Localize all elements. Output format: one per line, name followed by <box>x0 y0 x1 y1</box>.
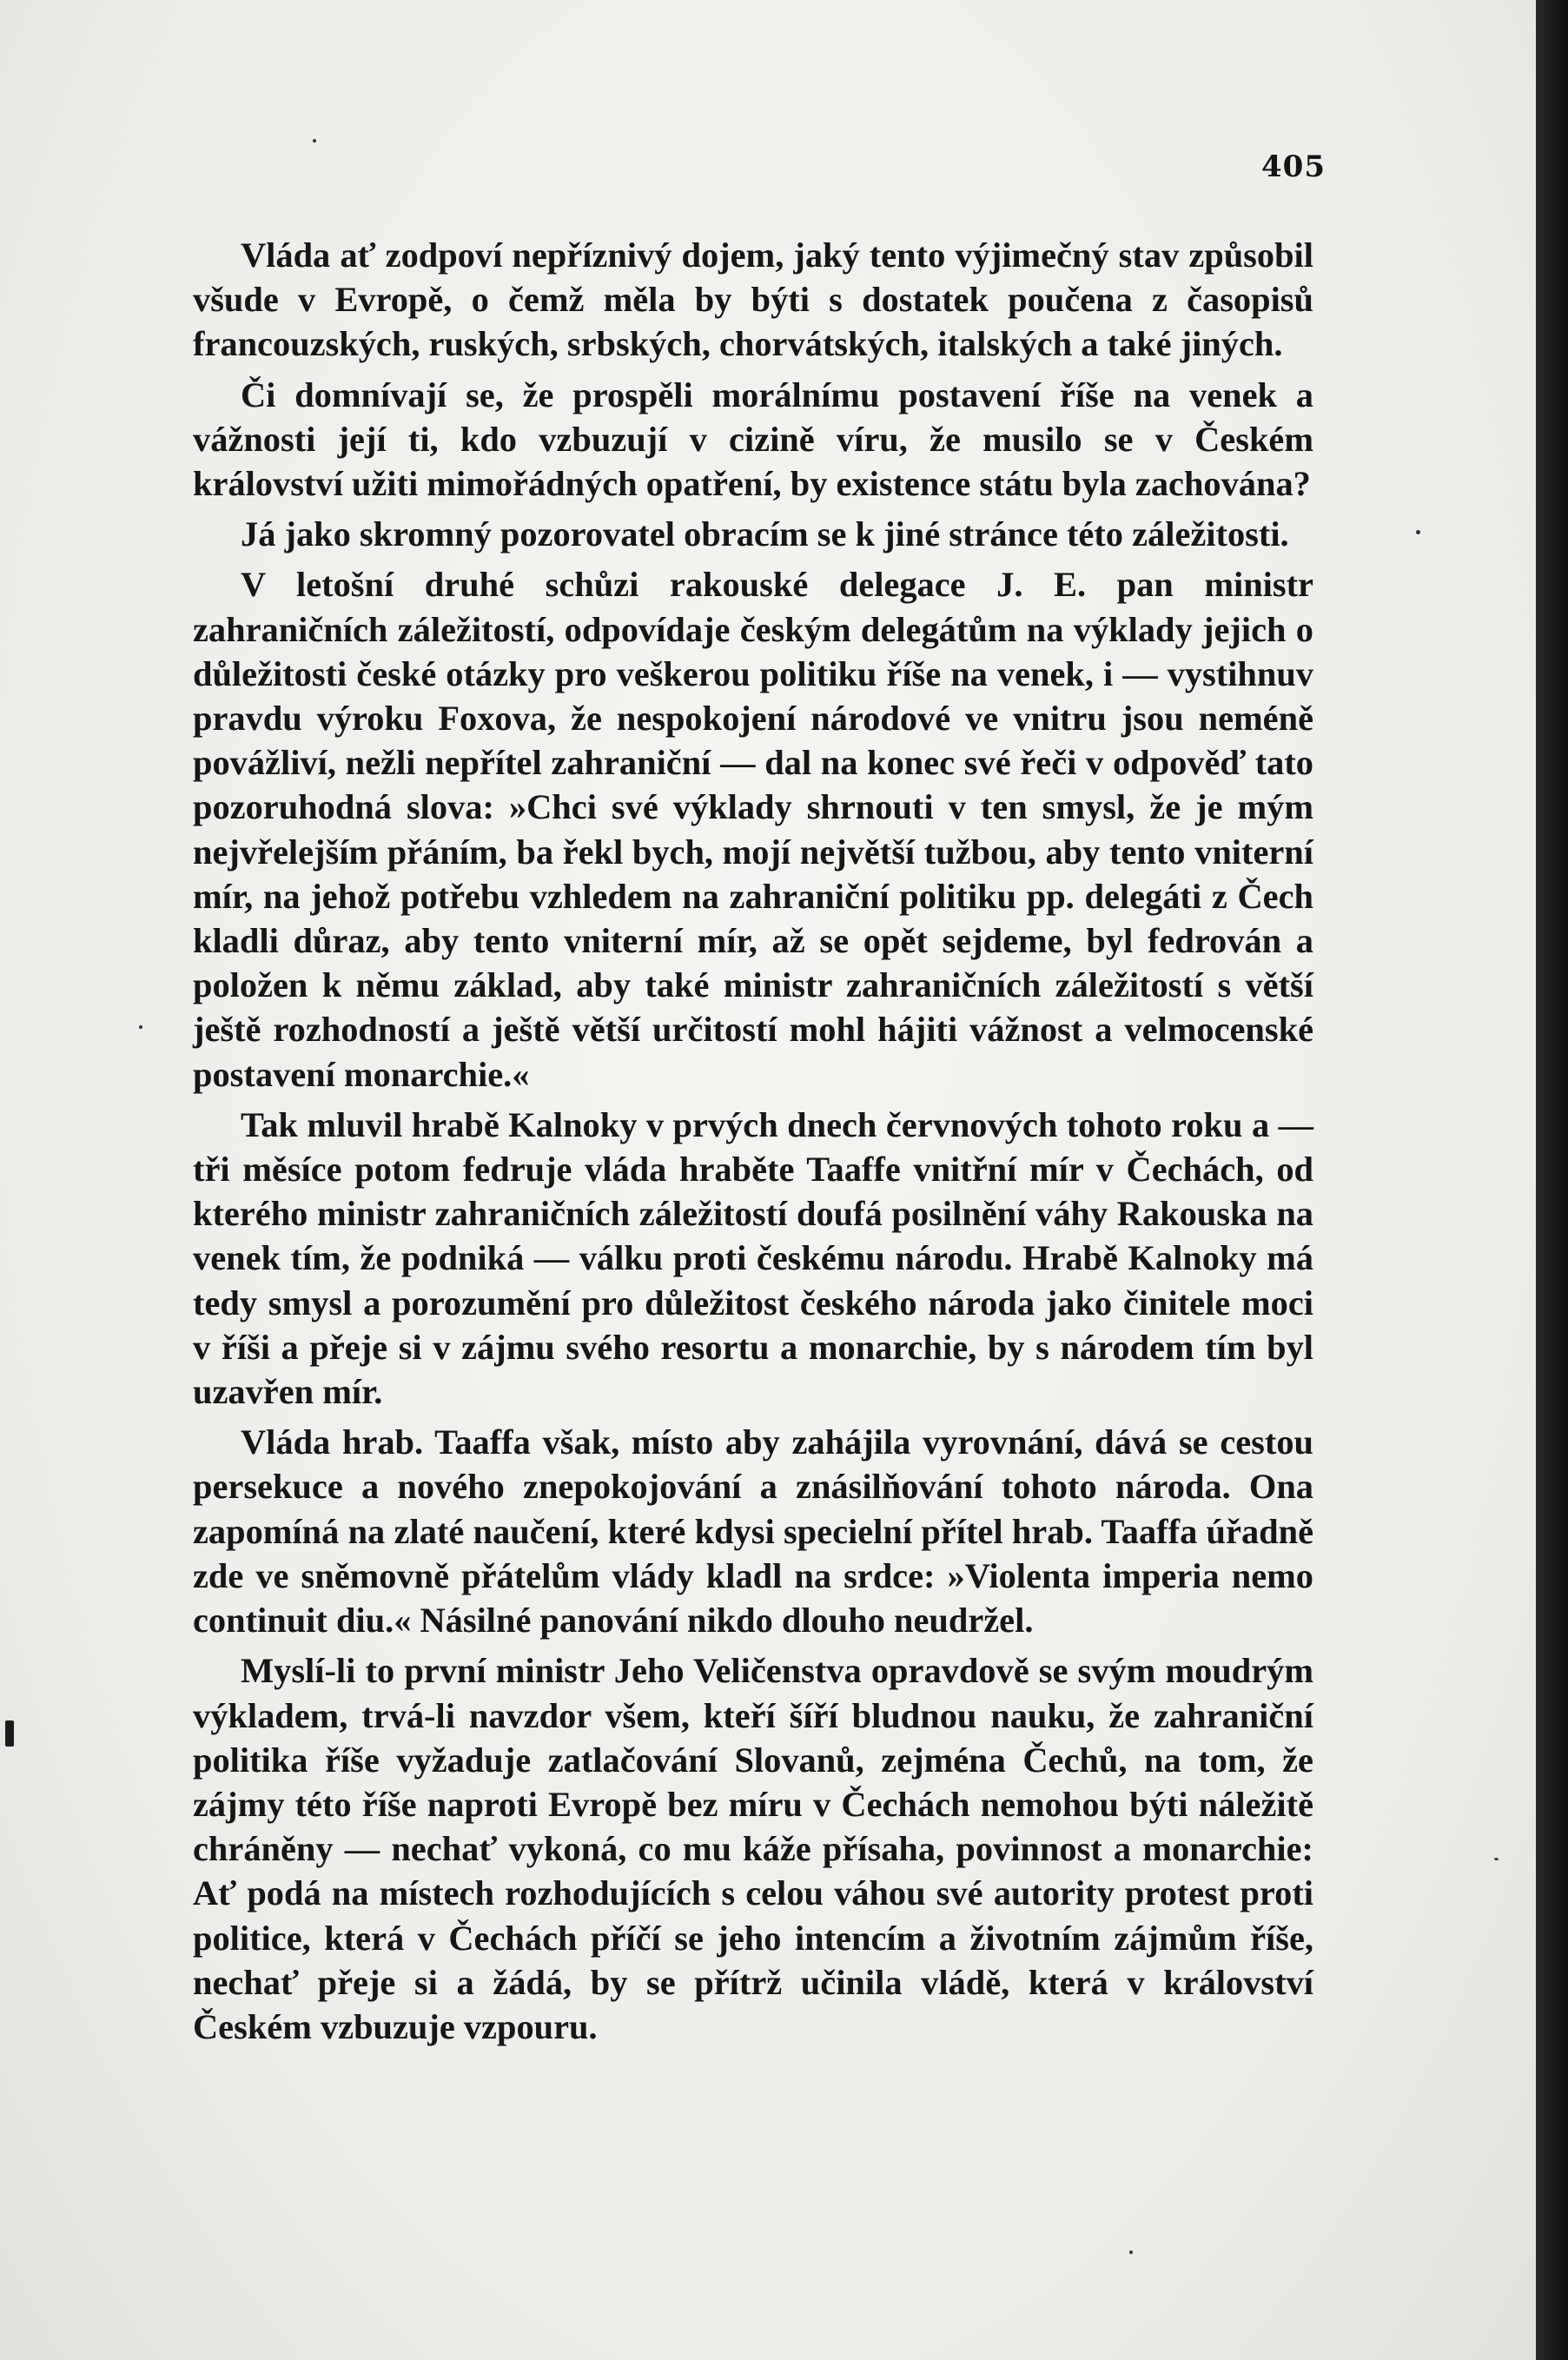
page-number: 405 <box>1261 149 1326 184</box>
paragraph-3: Já jako skromný pozorovatel obracím se k jiné stránce této záležitosti. <box>241 514 1289 554</box>
paper-speck <box>139 1025 142 1029</box>
paper-speck <box>5 1720 14 1747</box>
paragraph-6: Vláda hrab. Taaffa však, místo aby zahájila vyrovnání, dává se cestou persekuce a nového znepokojování a znásilňování tohoto národa. Ona zapomíná na zlaté naučení, které kdysi specielní přítel hrab. Taaffa úřadně zde ve sněmovně přátelům vlády kladl na srdce: »Violenta imperia nemo continuit diu.« Násilné panování nikdo dlouho neudržel. <box>193 1422 1313 1641</box>
paragraph-7: Myslí-li to první ministr Jeho Veličenstva opravdově se svým moudrým výkladem, trvá-li navzdor všem, kteří šíří bludnou nauku, že zahraniční politika říše vyžaduje zatlačování Slovanů, zejména Čechů, na tom, že zájmy této říše naproti Evropě bez míru v Čechách nemohou býti náležitě chráněny — nechať vykoná, co mu káže přísaha, povinnost a monarchie: Ať podá na místech rozhodujících s celou váhou své autority protest proti politice, která v Čechách příčí se jeho intencím a životním zájmům říše, nechať přeje si a žádá, by se přítrž učinila vládě, která v království Českém vzbuzuje vzpouru. <box>193 1651 1313 2046</box>
paragraph-1: Vláda ať zodpoví nepříznivý dojem, jaký tento výjimečný stav způsobil všude v Evropě, o čemž měla by býti s dostatek poučena z časopisů francouzských, ruských, srbských, chorvátských, italských a také jiných. <box>193 235 1313 364</box>
paragraph-4: V letošní druhé schůzi rakouské delegace J. E. pan ministr zahraničních záležitostí, odpovídaje českým delegátům na výklady jejich o důležitosti české otázky pro veškerou politiku říše na venek, i — vystihnuv pravdu výroku Foxova, že nespokojení národové ve vnitru jsou neméně povážliví, nežli nepřítel zahraniční — dal na konec své řeči v odpověď tato pozoruhodná slova: »Chci své výklady shrnouti v ten smysl, že je mým nejvřelejším přáním, ba řekl bych, mojí největší tužbou, aby tento vniterní mír, na jehož potřebu vzhledem na zahraniční politiku pp. delegáti z Čech kladli důraz, aby tento vniterní mír, až se opět sejdeme, byl fedrován a položen k němu základ, aby také ministr zahraničních záležitostí s větší ještě rozhodností a ještě větší určitostí mohl hájiti vážnost a velmocenské postavení monarchie.« <box>193 565 1313 1094</box>
paper-speck <box>1416 530 1420 534</box>
paper-speck <box>313 139 316 143</box>
paragraph-5: Tak mluvil hrabě Kalnoky v prvých dnech červnových tohoto roku a — tři měsíce potom fedruje vláda hraběte Taaffe vnitřní mír v Čechách, od kterého ministr zahraničních záležitostí doufá posilnění váhy Rakouska na venek tím, že podniká — válku proti českému národu. Hrabě Kalnoky má tedy smysl a porozumění pro důležitost českého národa jako činitele moci v říši a přeje si v zájmu svého resortu a monarchie, by s národem tím byl uzavřen mír. <box>193 1104 1313 1412</box>
paper-speck <box>1494 1858 1499 1860</box>
paragraph-2: Či domnívají se, že prospěli morálnímu postavení říše na venek a vážnosti její ti, kdo vzbuzují v cizině víru, že musilo se v Českém království užiti mimořádných opatření, by existence státu byla zachována? <box>193 375 1313 504</box>
page-edge-shadow <box>1536 0 1568 2360</box>
paper-speck <box>1129 2251 1133 2254</box>
body-text <box>193 233 1313 2055</box>
